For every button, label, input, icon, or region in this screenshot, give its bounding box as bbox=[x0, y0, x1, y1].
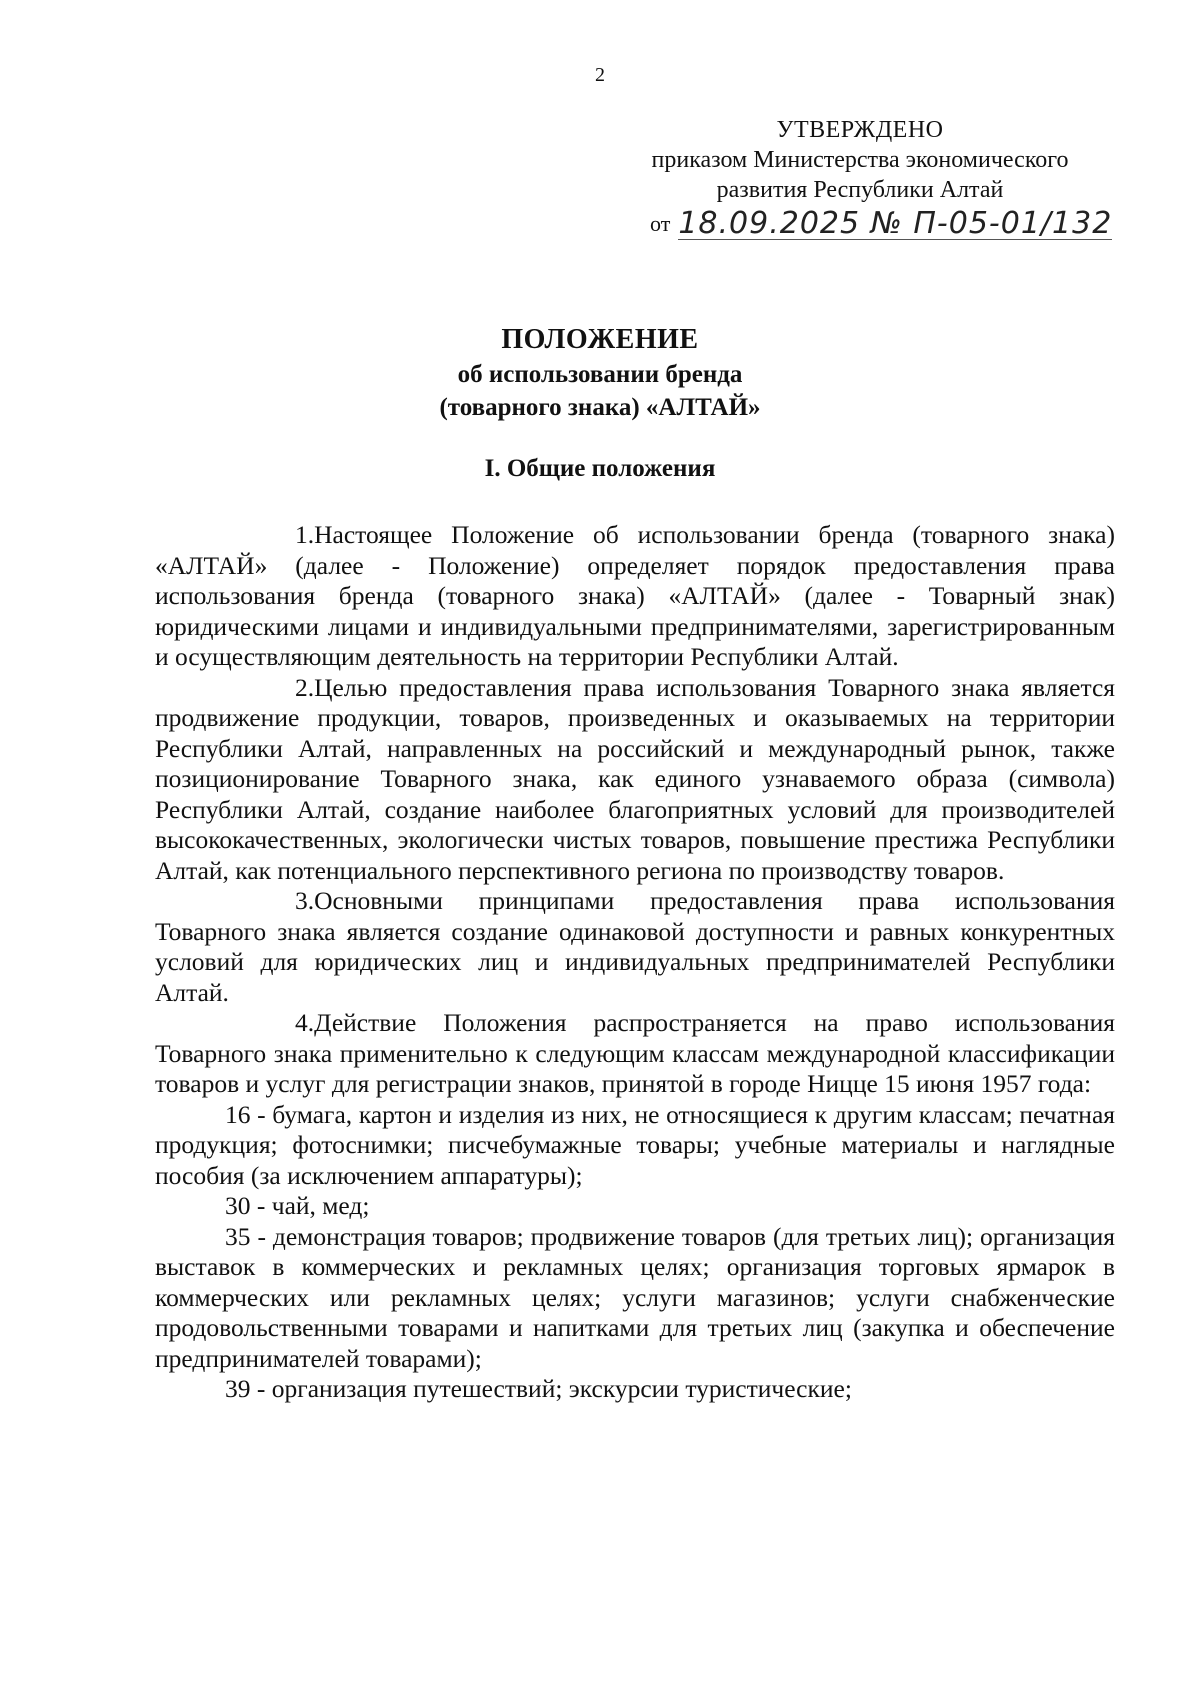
paragraph-number: 1. bbox=[295, 520, 315, 549]
paragraph-number: 3. bbox=[295, 886, 315, 915]
paragraph-text: Действие Положения распространяется на право использования Товарного знака применительно к следующим классам международной классификации товаров и услуг для регистрации знаков, принятой в городе Ницце 15 июня 1957 года: bbox=[155, 1008, 1115, 1098]
paragraph-number: 4. bbox=[295, 1008, 315, 1037]
approval-from-label: от bbox=[650, 211, 671, 236]
document-body bbox=[155, 520, 1115, 1405]
document-title-block bbox=[0, 322, 1200, 424]
paragraph-text: Целью предоставления права использования Товарного знака является продвижение продукции, товаров, произведенных и оказываемых на территории Республики Алтай, направленных на российский и международный рынок, также позиционирование Товарного знака, как единого узнаваемого образа (символа) Республики Алтай, создание наиболее благоприятных условий для производителей высококачественных, экологически чистых товаров, повышение престижа Республики Алтай, как потенциального перспективного региона по производству товаров. bbox=[155, 672, 1115, 885]
paragraph-text: Основными принципами предоставления права использования Товарного знака является создание одинаковой доступности и равных конкурентных условий для юридических лиц и индивидуальных предпринимателей Республики Алтай. bbox=[155, 886, 1115, 1007]
paragraph-4 bbox=[155, 1008, 1115, 1100]
class-item-30: 30 - чай, мед; bbox=[225, 1191, 370, 1220]
approval-stamp bbox=[600, 115, 1120, 239]
document-subtitle-line-2: (товарного знака) «АЛТАЙ» bbox=[439, 394, 761, 421]
class-item-35: 35 - демонстрация товаров; продвижение товаров (для третьих лиц); организация выставок в коммерческих и рекламных целях; организация торговых ярмарок в коммерческих или рекламных целях; услуги магазинов; услуги снабженческие продовольственными товарами и напитками для третьих лиц (закупка и обеспечение предпринимателей товарами); bbox=[155, 1221, 1115, 1373]
class-item-16: 16 - бумага, картон и изделия из них, не относящиеся к другим классам; печатная продукция; фотоснимки; писчебумажные товары; учебные материалы и наглядные пособия (за исключением аппаратуры); bbox=[155, 1099, 1115, 1190]
approval-line-2: развития Республики Алтай bbox=[716, 177, 1004, 203]
approval-title: УТВЕРЖДЕНО bbox=[776, 117, 944, 143]
document-subtitle-line-1: об использовании бренда bbox=[457, 361, 743, 388]
paragraph-number: 2. bbox=[295, 672, 315, 702]
approval-date-line bbox=[600, 207, 1120, 239]
page-number: 2 bbox=[595, 64, 605, 86]
approval-line-1: приказом Министерства экономического bbox=[651, 147, 1069, 173]
document-title: ПОЛОЖЕНИЕ bbox=[501, 324, 699, 355]
class-item-39: 39 - организация путешествий; экскурсии туристические; bbox=[225, 1374, 852, 1403]
paragraph-2 bbox=[155, 673, 1115, 887]
paragraph-1 bbox=[155, 520, 1115, 673]
handwritten-date-number: 18.09.2025 № П-05-01/132 bbox=[678, 206, 1113, 241]
paragraph-text: Настоящее Положение об использовании бренда (товарного знака) «АЛТАЙ» (далее - Положение) определяет порядок предоставления права использования бренда (товарного знака) «АЛТАЙ» (далее - Товарный знак) юридическими лицами и индивидуальными предпринимателями, зарегистрированным и осуществляющим деятельность на территории Республики Алтай. bbox=[155, 520, 1115, 671]
paragraph-3 bbox=[155, 886, 1115, 1008]
section-heading: I. Общие положения bbox=[484, 455, 716, 482]
